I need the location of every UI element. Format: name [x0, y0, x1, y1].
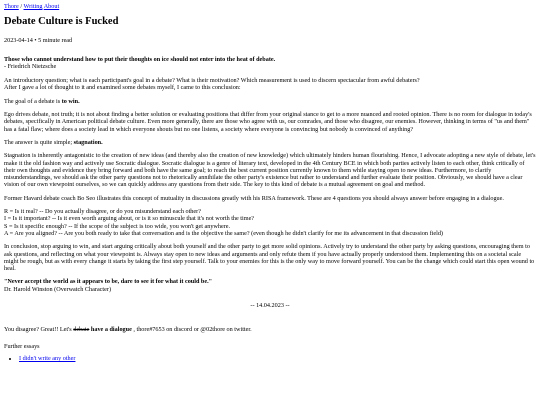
nav-link-writing[interactable]: Writing [23, 3, 43, 10]
answer-statement [4, 139, 536, 146]
answer-emphasis: stagnation. [73, 138, 103, 146]
nav-link-about[interactable]: About [43, 3, 60, 10]
contact-strikethrough: debate [73, 326, 90, 334]
closing-quote-author: Dr. Harold Winston (Overwatch Character) [4, 285, 112, 293]
risa-item: S = Is it specific enough? -- If the scope of the subject is too wide, you won't get anywhere. [4, 222, 231, 230]
intro-line-1: An introductory question; what is each participant's goal in a debate? What is their motivation? Which measurement is used to discern spectacular from awful debaters? [4, 77, 420, 85]
risa-item: A = Are you aligned? -- Are you both ready to take that conversation and is the objective the same? (even though he didn't clarify for me its advancement in that discussion field) [4, 229, 443, 237]
contact-prefix: You disagree? Great!! Let's [4, 326, 74, 334]
contact-suffix: , thore#7653 on discord or @02thore on twitter. [131, 326, 252, 334]
answer-prefix: The answer is quite simple; [4, 138, 74, 146]
page-title: Debate Culture is Fucked [4, 16, 119, 28]
epigraph-quote: Those who cannot understand how to put their thoughts on ice should not enter into the heat of debate. [4, 55, 276, 63]
date-line: -- 14.04.2023 -- [250, 302, 290, 310]
epigraph-author: - Friedrich Nietzsche [4, 62, 57, 70]
post-meta: 2023-04-14 • 5 minute read [4, 37, 73, 45]
contact-bold: have a dialogue [89, 326, 132, 334]
further-essays-heading: Further essays [4, 342, 40, 350]
intro-line-2: After I gave a lot of thought to it and examined some debates myself, I came to this conclusion: [4, 84, 241, 92]
nav-link-home[interactable]: Thore [4, 3, 19, 10]
goal-statement [4, 98, 536, 105]
intro-paragraph [4, 77, 536, 92]
paragraph-ego: Ego drives debate, not truth; it is not about finding a better solution or evaluating positions that differ from your original stance to get to a more nuanced and rooted opinion. There is no room for dialogue in today's debates, specifically in American political debate culture. Even more generally, there are those who agree with us, our comrades, and those who disagree, our enemies. However, thinking in terms of "us and them" has a fatal flaw; where does a society lead in which everyone shouts but no one listens, a society where everyone is convincing but nobody is convinced of anything? [4, 111, 532, 133]
paragraph-conclusion: In conclusion, stop arguing to win, and start arguing critically about both yourself and the other party to get more solid opinions. Actively try to understand the other party by asking questions, encouraging them to ask questions, and reflecting on what your viewpoint is. Always stay open to new ideas and arguments and only refute them if you have actually properly understood them. Implementing this on a societal scale might be rough, but as with every change it starts by taking the first step yourself. Talk to your enemies for this is the only way to move forward yourself. You can be the change which could start this open wound to heal. [4, 243, 535, 273]
paragraph-stagnation: Stagnation is inherently antagonistic to the creation of new ideas (and thereby also the creation of new knowledge) which ultimately hinders human flourishing. Hence, I advocate adopting a new style of debate, let's make it the old fashion way and actively use Socratic dialogue. Socratic dialogue is a genre of literary text, developed in the 4th Century BCE in which both parties actively listen to each other, think critically of their own thoughts and evidence they bring forward and both have the same goal; to reach the best current position currently known to them while staying open to new ideas. Furthermore, to clarify misunderstandings, we should ask the other party questions not to rhetorically annihilate the other party's existence but rather to understand and further evaluate their position. Obviously, we should have a clear vision of our own viewpoint ourselves, so we can quickly address any questions from their side. The key to this kind of debate is a mutual agreement on goal and method. [4, 152, 536, 189]
further-essay-link[interactable]: I didn't write any other [19, 354, 76, 362]
nav-separator: / [18, 3, 24, 10]
paragraph-risa: Former Havard debate coach Bo Seo illustrates this concept of mutuality in discussions greatly with his RISA framework. These are 4 questions you should always answer before engaging in a dialogue. [4, 194, 504, 202]
list-item [19, 355, 536, 362]
closing-quote [4, 278, 536, 293]
closing-quote-text: "Never accept the world as it appears to be, dare to see it for what it could be." [4, 278, 213, 286]
further-essays-list [4, 355, 536, 362]
epigraph [4, 56, 536, 71]
goal-prefix: The goal of a debate is [4, 97, 62, 105]
risa-item: I = Is it important? -- Is it even worth arguing about, or is it so minuscule that it's not worth the time? [4, 215, 255, 223]
risa-list [4, 208, 536, 237]
goal-emphasis: to win. [61, 97, 80, 105]
contact-line [4, 326, 536, 333]
breadcrumb-nav [4, 3, 536, 10]
spacer [4, 309, 536, 326]
risa-item: R = Is it real? -- Do you actually disagree, or do you misunderstand each other? [4, 208, 201, 216]
